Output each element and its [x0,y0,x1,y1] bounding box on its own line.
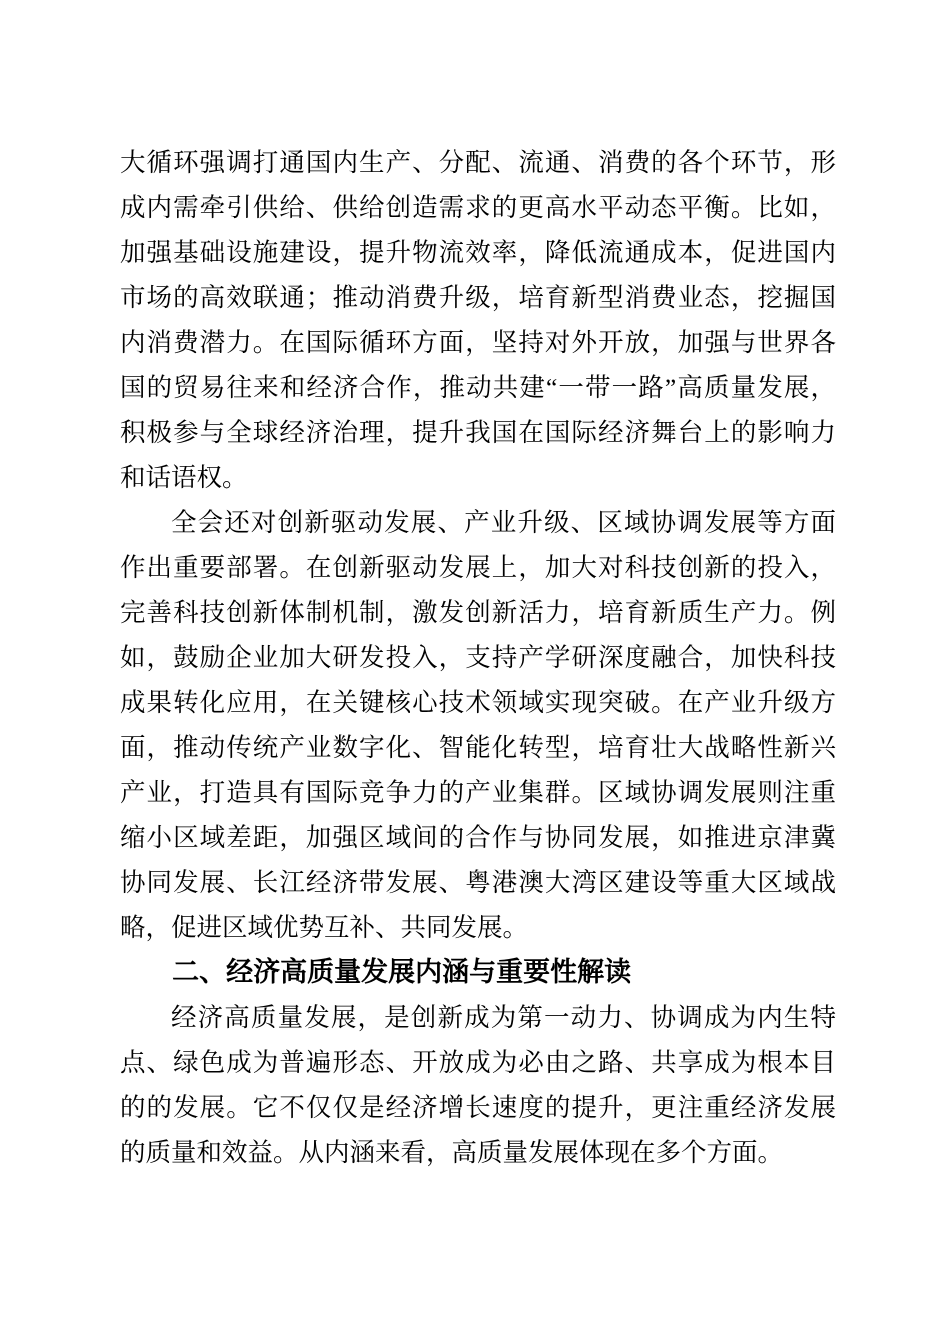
text-line: 大循环强调打通国内生产、分配、流通、消费的各个环节，形 [120,148,836,177]
text-line: 缩小区域差距，加强区域间的合作与协同发展，如推进京津冀 [120,823,836,852]
text-line: 和话语权。 [120,463,248,492]
text-line: 内消费潜力。在国际循环方面，坚持对外开放，加强与世界各 [120,328,836,357]
text-line: 经济高质量发展，是创新成为第一动力、协调成为内生特 [171,1003,836,1032]
text-line: 作出重要部署。在创新驱动发展上，加大对科技创新的投入， [120,553,836,582]
paragraph-hqd-definition [120,995,836,1175]
text-line: 积极参与全球经济治理，提升我国在国际经济舞台上的影响力 [120,418,836,447]
text-line: 协同发展、长江经济带发展、粤港澳大湾区建设等重大区域战 [120,868,836,897]
paragraph-circulation [120,140,836,500]
text-line: 的质量和效益。从内涵来看，高质量发展体现在多个方面。 [120,1138,784,1167]
text-line: 略，促进区域优势互补、共同发展。 [120,913,529,942]
text-line: 市场的高效联通；推动消费升级，培育新型消费业态，挖掘国 [120,283,836,312]
text-line: 面，推动传统产业数字化、智能化转型，培育壮大战略性新兴 [120,733,836,762]
text-line: 点、绿色成为普遍形态、开放成为必由之路、共享成为根本目 [120,1048,836,1077]
text-line: 成果转化应用，在关键核心技术领域实现突破。在产业升级方 [120,688,836,717]
text-line: 国的贸易往来和经济合作，推动共建“一带一路”高质量发展， [120,373,836,402]
paragraph-innovation-region [120,500,836,950]
text-line: 成内需牵引供给、供给创造需求的更高水平动态平衡。比如， [120,193,836,222]
text-column [120,140,836,1175]
text-line: 加强基础设施建设，提升物流效率，降低流通成本，促进国内 [120,238,836,267]
text-line: 完善科技创新体制机制，激发创新活力，培育新质生产力。例 [120,598,836,627]
text-line: 产业，打造具有国际竞争力的产业集群。区域协调发展则注重 [120,778,836,807]
section-heading: 二、经济高质量发展内涵与重要性解读 [172,957,632,987]
text-line: 如，鼓励企业加大研发投入，支持产学研深度融合，加快科技 [120,643,836,672]
text-line: 的的发展。它不仅仅是经济增长速度的提升，更注重经济发展 [120,1093,836,1122]
text-line: 全会还对创新驱动发展、产业升级、区域协调发展等方面 [171,508,836,537]
